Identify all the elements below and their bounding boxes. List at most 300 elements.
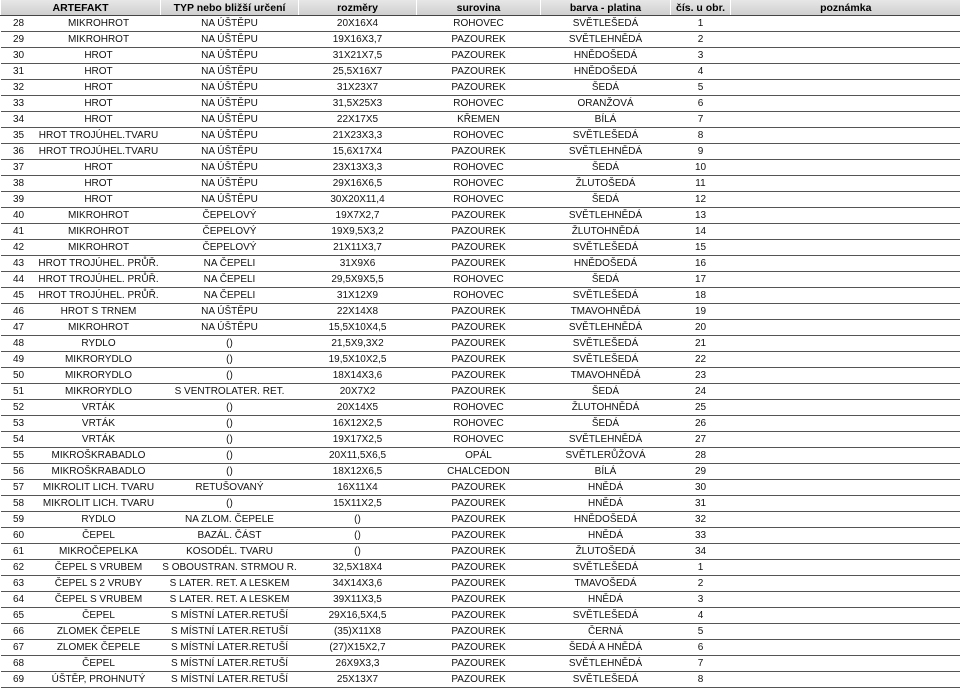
barva-cell: HNĚDÁ — [541, 592, 671, 608]
poznamka-cell — [731, 80, 960, 96]
typ-cell: S OBOUSTRAN. STRMOU R. — [161, 560, 299, 576]
rozmery-cell: 15,5X10X4,5 — [299, 320, 417, 336]
poznamka-cell — [731, 544, 960, 560]
barva-cell: ORANŽOVÁ — [541, 96, 671, 112]
surovina-cell: PAZOUREK — [417, 80, 541, 96]
header-cislo: čís. u obr. — [671, 0, 731, 16]
artefakt-cell: HROT — [37, 64, 161, 80]
row-number: 66 — [1, 624, 37, 640]
cislo-cell: 3 — [671, 48, 731, 64]
table-row — [1, 144, 960, 160]
typ-cell: S MÍSTNÍ LATER.RETUŠÍ — [161, 640, 299, 656]
rozmery-cell: 16X11X4 — [299, 480, 417, 496]
row-number: 28 — [1, 16, 37, 32]
artefakt-cell: ZLOMEK ČEPELE — [37, 624, 161, 640]
surovina-cell: PAZOUREK — [417, 208, 541, 224]
rozmery-cell: 25X13X7 — [299, 672, 417, 688]
typ-cell: () — [161, 496, 299, 512]
row-number: 41 — [1, 224, 37, 240]
typ-cell: S MÍSTNÍ LATER.RETUŠÍ — [161, 608, 299, 624]
poznamka-cell — [731, 432, 960, 448]
typ-cell: RETUŠOVANÝ — [161, 480, 299, 496]
table-row — [1, 368, 960, 384]
table-row — [1, 352, 960, 368]
rozmery-cell: 20X11,5X6,5 — [299, 448, 417, 464]
surovina-cell: PAZOUREK — [417, 368, 541, 384]
artefakt-cell: ČEPEL S 2 VRUBY — [37, 576, 161, 592]
barva-cell: SVĚTLEHNĚDÁ — [541, 656, 671, 672]
cislo-cell: 17 — [671, 272, 731, 288]
barva-cell: SVĚTLEHNĚDÁ — [541, 32, 671, 48]
typ-cell: NA ÚŠTĚPU — [161, 64, 299, 80]
rozmery-cell: () — [299, 528, 417, 544]
surovina-cell: PAZOUREK — [417, 256, 541, 272]
rozmery-cell: 32,5X18X4 — [299, 560, 417, 576]
surovina-cell: PAZOUREK — [417, 528, 541, 544]
rozmery-cell: 20X7X2 — [299, 384, 417, 400]
cislo-cell: 15 — [671, 240, 731, 256]
cislo-cell: 2 — [671, 32, 731, 48]
surovina-cell: ROHOVEC — [417, 16, 541, 32]
poznamka-cell — [731, 672, 960, 688]
table-row — [1, 480, 960, 496]
table-row — [1, 96, 960, 112]
artefakt-cell: ÚŠTĚP, PROHNUTÝ — [37, 672, 161, 688]
artefakt-cell: HROT S TRNEM — [37, 304, 161, 320]
artefakt-cell: MIKROHROT — [37, 320, 161, 336]
row-number: 58 — [1, 496, 37, 512]
row-number: 35 — [1, 128, 37, 144]
surovina-cell: ROHOVEC — [417, 288, 541, 304]
table-row — [1, 400, 960, 416]
rozmery-cell: 18X14X3,6 — [299, 368, 417, 384]
rozmery-cell: 22X14X8 — [299, 304, 417, 320]
poznamka-cell — [731, 112, 960, 128]
table-row — [1, 208, 960, 224]
poznamka-cell — [731, 496, 960, 512]
surovina-cell: PAZOUREK — [417, 592, 541, 608]
barva-cell: SVĚTLEŠEDÁ — [541, 288, 671, 304]
rozmery-cell: (35)X11X8 — [299, 624, 417, 640]
table-row — [1, 240, 960, 256]
rozmery-cell: 19X17X2,5 — [299, 432, 417, 448]
typ-cell: NA ČEPELI — [161, 256, 299, 272]
surovina-cell: ROHOVEC — [417, 96, 541, 112]
poznamka-cell — [731, 608, 960, 624]
row-number: 42 — [1, 240, 37, 256]
header-surovina: surovina — [417, 0, 541, 16]
poznamka-cell — [731, 304, 960, 320]
cislo-cell: 22 — [671, 352, 731, 368]
barva-cell: ŽLUTOHNĚDÁ — [541, 400, 671, 416]
row-number: 30 — [1, 48, 37, 64]
surovina-cell: ROHOVEC — [417, 176, 541, 192]
poznamka-cell — [731, 192, 960, 208]
barva-cell: TMAVOHNĚDÁ — [541, 368, 671, 384]
barva-cell: HNĚDOŠEDÁ — [541, 512, 671, 528]
row-number: 50 — [1, 368, 37, 384]
artefakt-cell: RYDLO — [37, 512, 161, 528]
barva-cell: ŠEDÁ — [541, 272, 671, 288]
row-number: 53 — [1, 416, 37, 432]
surovina-cell: PAZOUREK — [417, 336, 541, 352]
surovina-cell: PAZOUREK — [417, 672, 541, 688]
cislo-cell: 3 — [671, 592, 731, 608]
typ-cell: () — [161, 352, 299, 368]
surovina-cell: ROHOVEC — [417, 192, 541, 208]
rozmery-cell: 15,6X17X4 — [299, 144, 417, 160]
row-number: 31 — [1, 64, 37, 80]
cislo-cell: 6 — [671, 96, 731, 112]
artefakt-cell: HROT — [37, 80, 161, 96]
typ-cell: NA ÚŠTĚPU — [161, 192, 299, 208]
barva-cell: SVĚTLEŠEDÁ — [541, 240, 671, 256]
cislo-cell: 21 — [671, 336, 731, 352]
typ-cell: NA ÚŠTĚPU — [161, 176, 299, 192]
typ-cell: ČEPELOVÝ — [161, 240, 299, 256]
cislo-cell: 2 — [671, 576, 731, 592]
cislo-cell: 33 — [671, 528, 731, 544]
barva-cell: SVĚTLEHNĚDÁ — [541, 144, 671, 160]
poznamka-cell — [731, 448, 960, 464]
typ-cell: NA ÚŠTĚPU — [161, 128, 299, 144]
table-row — [1, 128, 960, 144]
cislo-cell: 32 — [671, 512, 731, 528]
typ-cell: NA ÚŠTĚPU — [161, 48, 299, 64]
row-number: 29 — [1, 32, 37, 48]
table-row — [1, 496, 960, 512]
cislo-cell: 9 — [671, 144, 731, 160]
row-number: 62 — [1, 560, 37, 576]
row-number: 39 — [1, 192, 37, 208]
header-poznamka: poznámka — [731, 0, 960, 16]
rozmery-cell: () — [299, 512, 417, 528]
poznamka-cell — [731, 272, 960, 288]
poznamka-cell — [731, 400, 960, 416]
table-row — [1, 320, 960, 336]
row-number: 33 — [1, 96, 37, 112]
artefakt-cell: ZLOMEK ČEPELE — [37, 640, 161, 656]
poznamka-cell — [731, 656, 960, 672]
rozmery-cell: 19X16X3,7 — [299, 32, 417, 48]
poznamka-cell — [731, 48, 960, 64]
artefakt-cell: HROT — [37, 176, 161, 192]
typ-cell: S MÍSTNÍ LATER.RETUŠÍ — [161, 672, 299, 688]
artefakt-cell: VRTÁK — [37, 416, 161, 432]
typ-cell: S MÍSTNÍ LATER.RETUŠÍ — [161, 656, 299, 672]
barva-cell: HNĚDÁ — [541, 480, 671, 496]
table-row — [1, 160, 960, 176]
barva-cell: SVĚTLEHNĚDÁ — [541, 208, 671, 224]
poznamka-cell — [731, 144, 960, 160]
barva-cell: HNĚDÁ — [541, 496, 671, 512]
table-row — [1, 48, 960, 64]
table-body — [1, 16, 960, 688]
artefakt-cell: ČEPEL — [37, 656, 161, 672]
rozmery-cell: 20X14X5 — [299, 400, 417, 416]
artefakt-cell: HROT — [37, 160, 161, 176]
artefakt-cell: MIKROLIT LICH. TVARU — [37, 480, 161, 496]
poznamka-cell — [731, 176, 960, 192]
cislo-cell: 27 — [671, 432, 731, 448]
typ-cell: S MÍSTNÍ LATER.RETUŠÍ — [161, 624, 299, 640]
header-typ: TYP nebo bližší určení — [161, 0, 299, 16]
typ-cell: KOSODÉL. TVARU — [161, 544, 299, 560]
barva-cell: ČERNÁ — [541, 624, 671, 640]
cislo-cell: 24 — [671, 384, 731, 400]
cislo-cell: 16 — [671, 256, 731, 272]
table-row — [1, 384, 960, 400]
row-number: 67 — [1, 640, 37, 656]
row-number: 59 — [1, 512, 37, 528]
surovina-cell: ROHOVEC — [417, 272, 541, 288]
rozmery-cell: 31X9X6 — [299, 256, 417, 272]
rozmery-cell: 31X21X7,5 — [299, 48, 417, 64]
poznamka-cell — [731, 224, 960, 240]
poznamka-cell — [731, 464, 960, 480]
poznamka-cell — [731, 352, 960, 368]
row-number: 38 — [1, 176, 37, 192]
typ-cell: NA ČEPELI — [161, 288, 299, 304]
artefakt-cell: VRTÁK — [37, 400, 161, 416]
cislo-cell: 12 — [671, 192, 731, 208]
row-number: 56 — [1, 464, 37, 480]
rozmery-cell: 29,5X9X5,5 — [299, 272, 417, 288]
artefakt-cell: MIKROŠKRABADLO — [37, 464, 161, 480]
cislo-cell: 18 — [671, 288, 731, 304]
rozmery-cell: 21,5X9,3X2 — [299, 336, 417, 352]
header-rozmery: rozměry — [299, 0, 417, 16]
typ-cell: () — [161, 368, 299, 384]
table-row — [1, 32, 960, 48]
barva-cell: SVĚTLEŠEDÁ — [541, 336, 671, 352]
table-row — [1, 608, 960, 624]
barva-cell: SVĚTLEHNĚDÁ — [541, 432, 671, 448]
row-number: 55 — [1, 448, 37, 464]
surovina-cell: PAZOUREK — [417, 624, 541, 640]
surovina-cell: PAZOUREK — [417, 64, 541, 80]
typ-cell: NA ÚŠTĚPU — [161, 304, 299, 320]
poznamka-cell — [731, 160, 960, 176]
cislo-cell: 8 — [671, 128, 731, 144]
artefakt-cell: HROT TROJÚHEL.TVARU — [37, 144, 161, 160]
table-row — [1, 416, 960, 432]
cislo-cell: 20 — [671, 320, 731, 336]
table-row — [1, 112, 960, 128]
rozmery-cell: 23X13X3,3 — [299, 160, 417, 176]
table-row — [1, 656, 960, 672]
cislo-cell: 29 — [671, 464, 731, 480]
typ-cell: NA ÚŠTĚPU — [161, 16, 299, 32]
barva-cell: ŠEDÁ — [541, 416, 671, 432]
row-number: 32 — [1, 80, 37, 96]
barva-cell: HNĚDOŠEDÁ — [541, 64, 671, 80]
row-number: 44 — [1, 272, 37, 288]
artefakt-cell: ČEPEL — [37, 608, 161, 624]
table-row — [1, 544, 960, 560]
poznamka-cell — [731, 336, 960, 352]
artefakt-cell: HROT TROJÚHEL. PRŮŘ. — [37, 272, 161, 288]
artefakt-cell: HROT TROJÚHEL. PRŮŘ. — [37, 256, 161, 272]
poznamka-cell — [731, 256, 960, 272]
cislo-cell: 13 — [671, 208, 731, 224]
barva-cell: ŠEDÁ A HNĚDÁ — [541, 640, 671, 656]
row-number: 36 — [1, 144, 37, 160]
row-number: 34 — [1, 112, 37, 128]
table-row — [1, 64, 960, 80]
artefakt-cell: MIKROHROT — [37, 16, 161, 32]
surovina-cell: PAZOUREK — [417, 496, 541, 512]
typ-cell: NA ÚŠTĚPU — [161, 32, 299, 48]
artefakt-cell: HROT TROJÚHEL. PRŮŘ. — [37, 288, 161, 304]
cislo-cell: 5 — [671, 624, 731, 640]
rozmery-cell: 15X11X2,5 — [299, 496, 417, 512]
cislo-cell: 5 — [671, 80, 731, 96]
surovina-cell: PAZOUREK — [417, 304, 541, 320]
surovina-cell: PAZOUREK — [417, 240, 541, 256]
rozmery-cell: 39X11X3,5 — [299, 592, 417, 608]
barva-cell: SVĚTLEŠEDÁ — [541, 672, 671, 688]
artefakt-cell: HROT — [37, 192, 161, 208]
cislo-cell: 11 — [671, 176, 731, 192]
row-number: 60 — [1, 528, 37, 544]
cislo-cell: 8 — [671, 672, 731, 688]
cislo-cell: 6 — [671, 640, 731, 656]
row-number: 47 — [1, 320, 37, 336]
rozmery-cell: 29X16,5X4,5 — [299, 608, 417, 624]
rozmery-cell: 16X12X2,5 — [299, 416, 417, 432]
poznamka-cell — [731, 288, 960, 304]
typ-cell: ČEPELOVÝ — [161, 224, 299, 240]
surovina-cell: PAZOUREK — [417, 512, 541, 528]
cislo-cell: 26 — [671, 416, 731, 432]
header-barva: barva - platina — [541, 0, 671, 16]
surovina-cell: PAZOUREK — [417, 480, 541, 496]
artefakt-cell: RYDLO — [37, 336, 161, 352]
typ-cell: S LATER. RET. A LESKEM — [161, 592, 299, 608]
row-number: 43 — [1, 256, 37, 272]
barva-cell: HNĚDOŠEDÁ — [541, 48, 671, 64]
cislo-cell: 4 — [671, 64, 731, 80]
row-number: 68 — [1, 656, 37, 672]
poznamka-cell — [731, 368, 960, 384]
surovina-cell: PAZOUREK — [417, 384, 541, 400]
artefakt-cell: HROT — [37, 112, 161, 128]
table-row — [1, 288, 960, 304]
rozmery-cell: 34X14X3,6 — [299, 576, 417, 592]
artefakt-cell: HROT — [37, 48, 161, 64]
typ-cell: ČEPELOVÝ — [161, 208, 299, 224]
surovina-cell: ROHOVEC — [417, 128, 541, 144]
surovina-cell: PAZOUREK — [417, 544, 541, 560]
typ-cell: NA ÚŠTĚPU — [161, 112, 299, 128]
table-row — [1, 624, 960, 640]
row-number: 37 — [1, 160, 37, 176]
surovina-cell: ROHOVEC — [417, 400, 541, 416]
typ-cell: NA ÚŠTĚPU — [161, 160, 299, 176]
row-number: 40 — [1, 208, 37, 224]
rozmery-cell: 30X20X11,4 — [299, 192, 417, 208]
cislo-cell: 10 — [671, 160, 731, 176]
barva-cell: TMAVOHNĚDÁ — [541, 304, 671, 320]
poznamka-cell — [731, 384, 960, 400]
typ-cell: NA ÚŠTĚPU — [161, 320, 299, 336]
table-row — [1, 560, 960, 576]
surovina-cell: PAZOUREK — [417, 608, 541, 624]
artefakt-cell: HROT — [37, 96, 161, 112]
table-row — [1, 640, 960, 656]
rozmery-cell: 31X12X9 — [299, 288, 417, 304]
barva-cell: SVĚTLEHNĚDÁ — [541, 320, 671, 336]
table-header-row — [1, 0, 960, 16]
table-row — [1, 512, 960, 528]
table-row — [1, 16, 960, 32]
table-row — [1, 176, 960, 192]
table-row — [1, 576, 960, 592]
table-row — [1, 304, 960, 320]
rozmery-cell: 20X16X4 — [299, 16, 417, 32]
surovina-cell: ROHOVEC — [417, 432, 541, 448]
table-row — [1, 592, 960, 608]
row-number: 48 — [1, 336, 37, 352]
barva-cell: BÍLÁ — [541, 112, 671, 128]
poznamka-cell — [731, 240, 960, 256]
cislo-cell: 4 — [671, 608, 731, 624]
artefakt-cell: ČEPEL S VRUBEM — [37, 592, 161, 608]
rozmery-cell: 21X11X3,7 — [299, 240, 417, 256]
table-row — [1, 192, 960, 208]
barva-cell: ŠEDÁ — [541, 384, 671, 400]
cislo-cell: 28 — [671, 448, 731, 464]
typ-cell: NA ÚŠTĚPU — [161, 144, 299, 160]
rozmery-cell: 31,5X25X3 — [299, 96, 417, 112]
artefakt-cell: MIKROHROT — [37, 208, 161, 224]
table-row — [1, 528, 960, 544]
cislo-cell: 25 — [671, 400, 731, 416]
barva-cell: TMAVOŠEDÁ — [541, 576, 671, 592]
surovina-cell: PAZOUREK — [417, 32, 541, 48]
barva-cell: HNĚDÁ — [541, 528, 671, 544]
row-number: 63 — [1, 576, 37, 592]
typ-cell: S VENTROLATER. RET. — [161, 384, 299, 400]
table-row — [1, 464, 960, 480]
typ-cell: () — [161, 464, 299, 480]
surovina-cell: PAZOUREK — [417, 640, 541, 656]
artefakt-cell: MIKROHROT — [37, 32, 161, 48]
typ-cell: () — [161, 432, 299, 448]
barva-cell: SVĚTLEŠEDÁ — [541, 560, 671, 576]
table-row — [1, 432, 960, 448]
surovina-cell: PAZOUREK — [417, 144, 541, 160]
barva-cell: SVĚTLERŮŽOVÁ — [541, 448, 671, 464]
typ-cell: NA ČEPELI — [161, 272, 299, 288]
row-number: 64 — [1, 592, 37, 608]
row-number: 52 — [1, 400, 37, 416]
barva-cell: SVĚTLEŠEDÁ — [541, 608, 671, 624]
artefakt-cell: MIKROŠKRABADLO — [37, 448, 161, 464]
table-row — [1, 272, 960, 288]
surovina-cell: ROHOVEC — [417, 160, 541, 176]
table-row — [1, 336, 960, 352]
poznamka-cell — [731, 528, 960, 544]
row-number: 65 — [1, 608, 37, 624]
barva-cell: ŠEDÁ — [541, 160, 671, 176]
typ-cell: NA ZLOM. ČEPELE — [161, 512, 299, 528]
typ-cell: NA ÚŠTĚPU — [161, 96, 299, 112]
poznamka-cell — [731, 512, 960, 528]
cislo-cell: 19 — [671, 304, 731, 320]
poznamka-cell — [731, 32, 960, 48]
